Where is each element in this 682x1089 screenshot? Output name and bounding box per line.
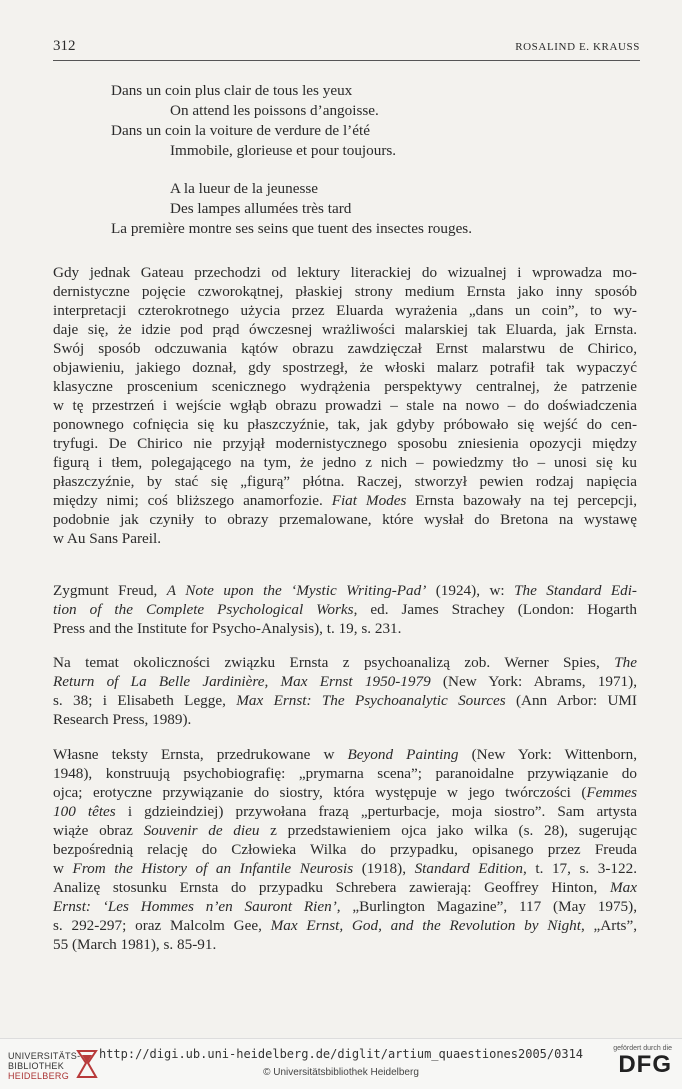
italic-title: Max Ernst, God, and the Revolution by Night	[270, 917, 581, 934]
italic-title: tion of the Complete Psychological Works	[53, 601, 354, 618]
italic-title: 100 têtes	[53, 803, 116, 820]
text-line	[53, 859, 637, 878]
italic-title: Fiat Modes	[331, 492, 407, 509]
ub-logo-line: HEIDELBERG	[8, 1071, 70, 1081]
italic-title: Return of La Belle Jardinière, Max Ernst 1950-1979	[53, 673, 431, 690]
text-segment: między nimi; coś bliższego anamorfozie.	[53, 492, 332, 509]
text-line	[53, 581, 637, 600]
italic-title: A Note upon the ‘Mystic Writing-Pad’	[166, 582, 427, 599]
ub-logo-line: BIBLIOTHEK	[8, 1061, 65, 1071]
text-line: Swój sposób odczuwania kątów obrazu zawdzięczał Ernst malarstwu de Chirico,	[53, 340, 637, 357]
text-line	[53, 672, 637, 691]
body-paragraph	[53, 263, 637, 548]
text-line: podobnie jak czyniły to obrazy przemalowane, które wysłał do Bretona na wystawę	[53, 511, 637, 528]
text-segment: Własne teksty Ernsta, przedrukowane w	[53, 746, 348, 763]
poem-line: On attend les poissons d’angoisse.	[170, 102, 379, 119]
text-line	[53, 783, 637, 802]
text-line	[53, 653, 637, 672]
text-line: figurą i tłem, polegającego na tym, że jedno z nich – powiedzmy tło – unosi się ku	[53, 454, 637, 471]
text-line: objawieniu, jakiego doznał, gdy spostrzegł, że włoski malarz potrafił tak wypaczyć	[53, 359, 637, 376]
text-line: interpretacji czterokrotnego użycia przez Eluarda wyrażenia „dans un coin”, to wy-	[53, 302, 637, 319]
text-segment: w	[53, 860, 73, 877]
text-segment: , ed. James Strachey (London: Hogarth	[353, 601, 637, 618]
poem-line: Immobile, glorieuse et pour toujours.	[170, 142, 397, 159]
text-line: 55 (March 1981), s. 85-91.	[53, 936, 217, 953]
text-segment: Zygmunt Freud,	[53, 582, 167, 599]
running-head	[53, 38, 640, 61]
text-segment: Ernsta bazowały na tej percepcji,	[406, 492, 637, 509]
text-segment: s. 292-297; oraz Malcolm Gee,	[53, 917, 271, 934]
text-line: dernistyczne pojęcie czworokątnej, płaskiej strony medium Ernsta jako inny sposób	[53, 283, 637, 300]
text-segment: ojca; erotyczne przywiązanie do siostry, która występuje w jego twórczości (	[53, 784, 587, 801]
text-line: 1948), konstruują psychobiografię: „prymarna scena”; paranoidalne przywiązanie do	[53, 765, 637, 782]
text-segment: (1924), w:	[426, 582, 515, 599]
page-number: 312	[53, 38, 76, 54]
italic-title: Beyond Painting	[347, 746, 459, 763]
text-line	[53, 691, 637, 710]
copyright-notice: © Universitätsbibliothek Heidelberg	[263, 1067, 419, 1078]
text-line: płaszczyźnie, by stać się „figurą” płótna. Raczej, stworzył pewien rodzaj napięcia	[53, 473, 637, 490]
footnote	[53, 745, 637, 954]
text-line	[53, 916, 637, 935]
italic-title: Femmes	[586, 784, 637, 801]
text-line: w Au Sans Pareil.	[53, 530, 161, 547]
text-segment: , t. 17, s. 3-122.	[523, 860, 637, 877]
italic-title: Ernst: ‘Les Hommes n’en Sauront Rien’	[53, 898, 337, 915]
text-segment: wiąże obraz	[53, 822, 144, 839]
text-segment: (Ann Arbor: UMI	[505, 692, 637, 709]
text-line: Gdy jednak Gateau przechodzi od lektury literackiej do wizualnej i wprowadza mo-	[53, 264, 637, 281]
text-line: ponownego cofnięcia się ku płaszczyźnie, tak, jak gdyby próbowało się wejść do cen-	[53, 416, 637, 433]
dfg-wordmark: DFG	[618, 1051, 672, 1078]
text-segment: (1918),	[353, 860, 415, 877]
text-segment: , „Burlington Magazine”, 117 (May 1975),	[336, 898, 638, 915]
text-line	[53, 878, 637, 897]
text-line	[53, 897, 637, 916]
dfg-funding-label: gefördert durch die	[613, 1045, 672, 1052]
dfg-logo[interactable]	[602, 1045, 672, 1085]
text-segment: Analizę stosunku Ernsta do przypadku Schrebera zawierają: Geoffrey Hinton,	[53, 879, 610, 896]
text-line: daje się, że idzie pod prąd ówczesnej wrażliwości malarskiej tak Eluarda, jak Ernsta.	[53, 321, 637, 338]
text-line	[53, 802, 637, 821]
italic-title: Souvenir de dieu	[143, 822, 260, 839]
text-line	[53, 600, 637, 619]
text-segment: s. 38; i Elisabeth Legge,	[53, 692, 237, 709]
italic-title: From the History of an Infantile Neurosis	[72, 860, 354, 877]
text-segment: Na temat okoliczności związku Ernsta z psychoanalizą zob. Werner Spies,	[53, 654, 615, 671]
text-line: Research Press, 1989).	[53, 711, 192, 728]
poem-line: A la lueur de la jeunesse	[170, 180, 319, 197]
italic-title: The	[614, 654, 637, 671]
poem-line: Des lampes allumées très tard	[170, 200, 352, 217]
poem-line: Dans un coin la voiture de verdure de l’été	[111, 122, 370, 139]
running-head-author: ROSALIND E. KRAUSS	[515, 41, 640, 53]
italic-title: The Standard Edi-	[514, 582, 637, 599]
text-segment: i gdzieindziej) przywołana frazą „perturbacje, moja siostro”. Sam artysta	[115, 803, 637, 820]
italic-title: Max	[610, 879, 637, 896]
text-line	[53, 745, 637, 764]
text-line	[53, 491, 637, 510]
poem-line: La première montre ses seins que tuent des insectes rouges.	[111, 220, 473, 237]
text-line: Press and the Institute for Psycho-Analysis), t. 19, s. 231.	[53, 620, 402, 637]
ub-logo-line: UNIVERSITÄTS-	[8, 1051, 81, 1061]
footnote	[53, 653, 637, 729]
viewer-footer	[0, 1038, 682, 1089]
text-line: tryfugi. De Chirico nie przyjął modernistycznego sposobu zniesienia opozycji między	[53, 435, 637, 452]
text-segment: , „Arts”,	[580, 917, 637, 934]
text-line: bezpośrednią relację do Człowieka Wilka do przypadku, opisanego przez Freuda	[53, 841, 637, 858]
text-segment: z przedstawieniem ojca jako wilka (s. 28), sugerując	[259, 822, 637, 839]
text-segment: (New York: Abrams, 1971),	[430, 673, 637, 690]
text-line: klasyczne proscenium scenicznego wydrążenia perspektywy centralnej, że patrzenie	[53, 378, 637, 395]
permalink-url[interactable]: http://digi.ub.uni-heidelberg.de/diglit/artium_quaestiones2005/0314	[98, 1047, 584, 1061]
text-segment: (New York: Wittenborn,	[458, 746, 637, 763]
footnote	[53, 581, 637, 638]
italic-title: Max Ernst: The Psychoanalytic Sources	[236, 692, 506, 709]
text-line: w tę przestrzeń i wejście wgłąb obrazu prowadzi – stale na nowo – do doświadczenia	[53, 397, 637, 414]
text-line	[53, 821, 637, 840]
poem-line: Dans un coin plus clair de tous les yeux	[111, 82, 353, 99]
italic-title: Standard Edition	[414, 860, 523, 877]
